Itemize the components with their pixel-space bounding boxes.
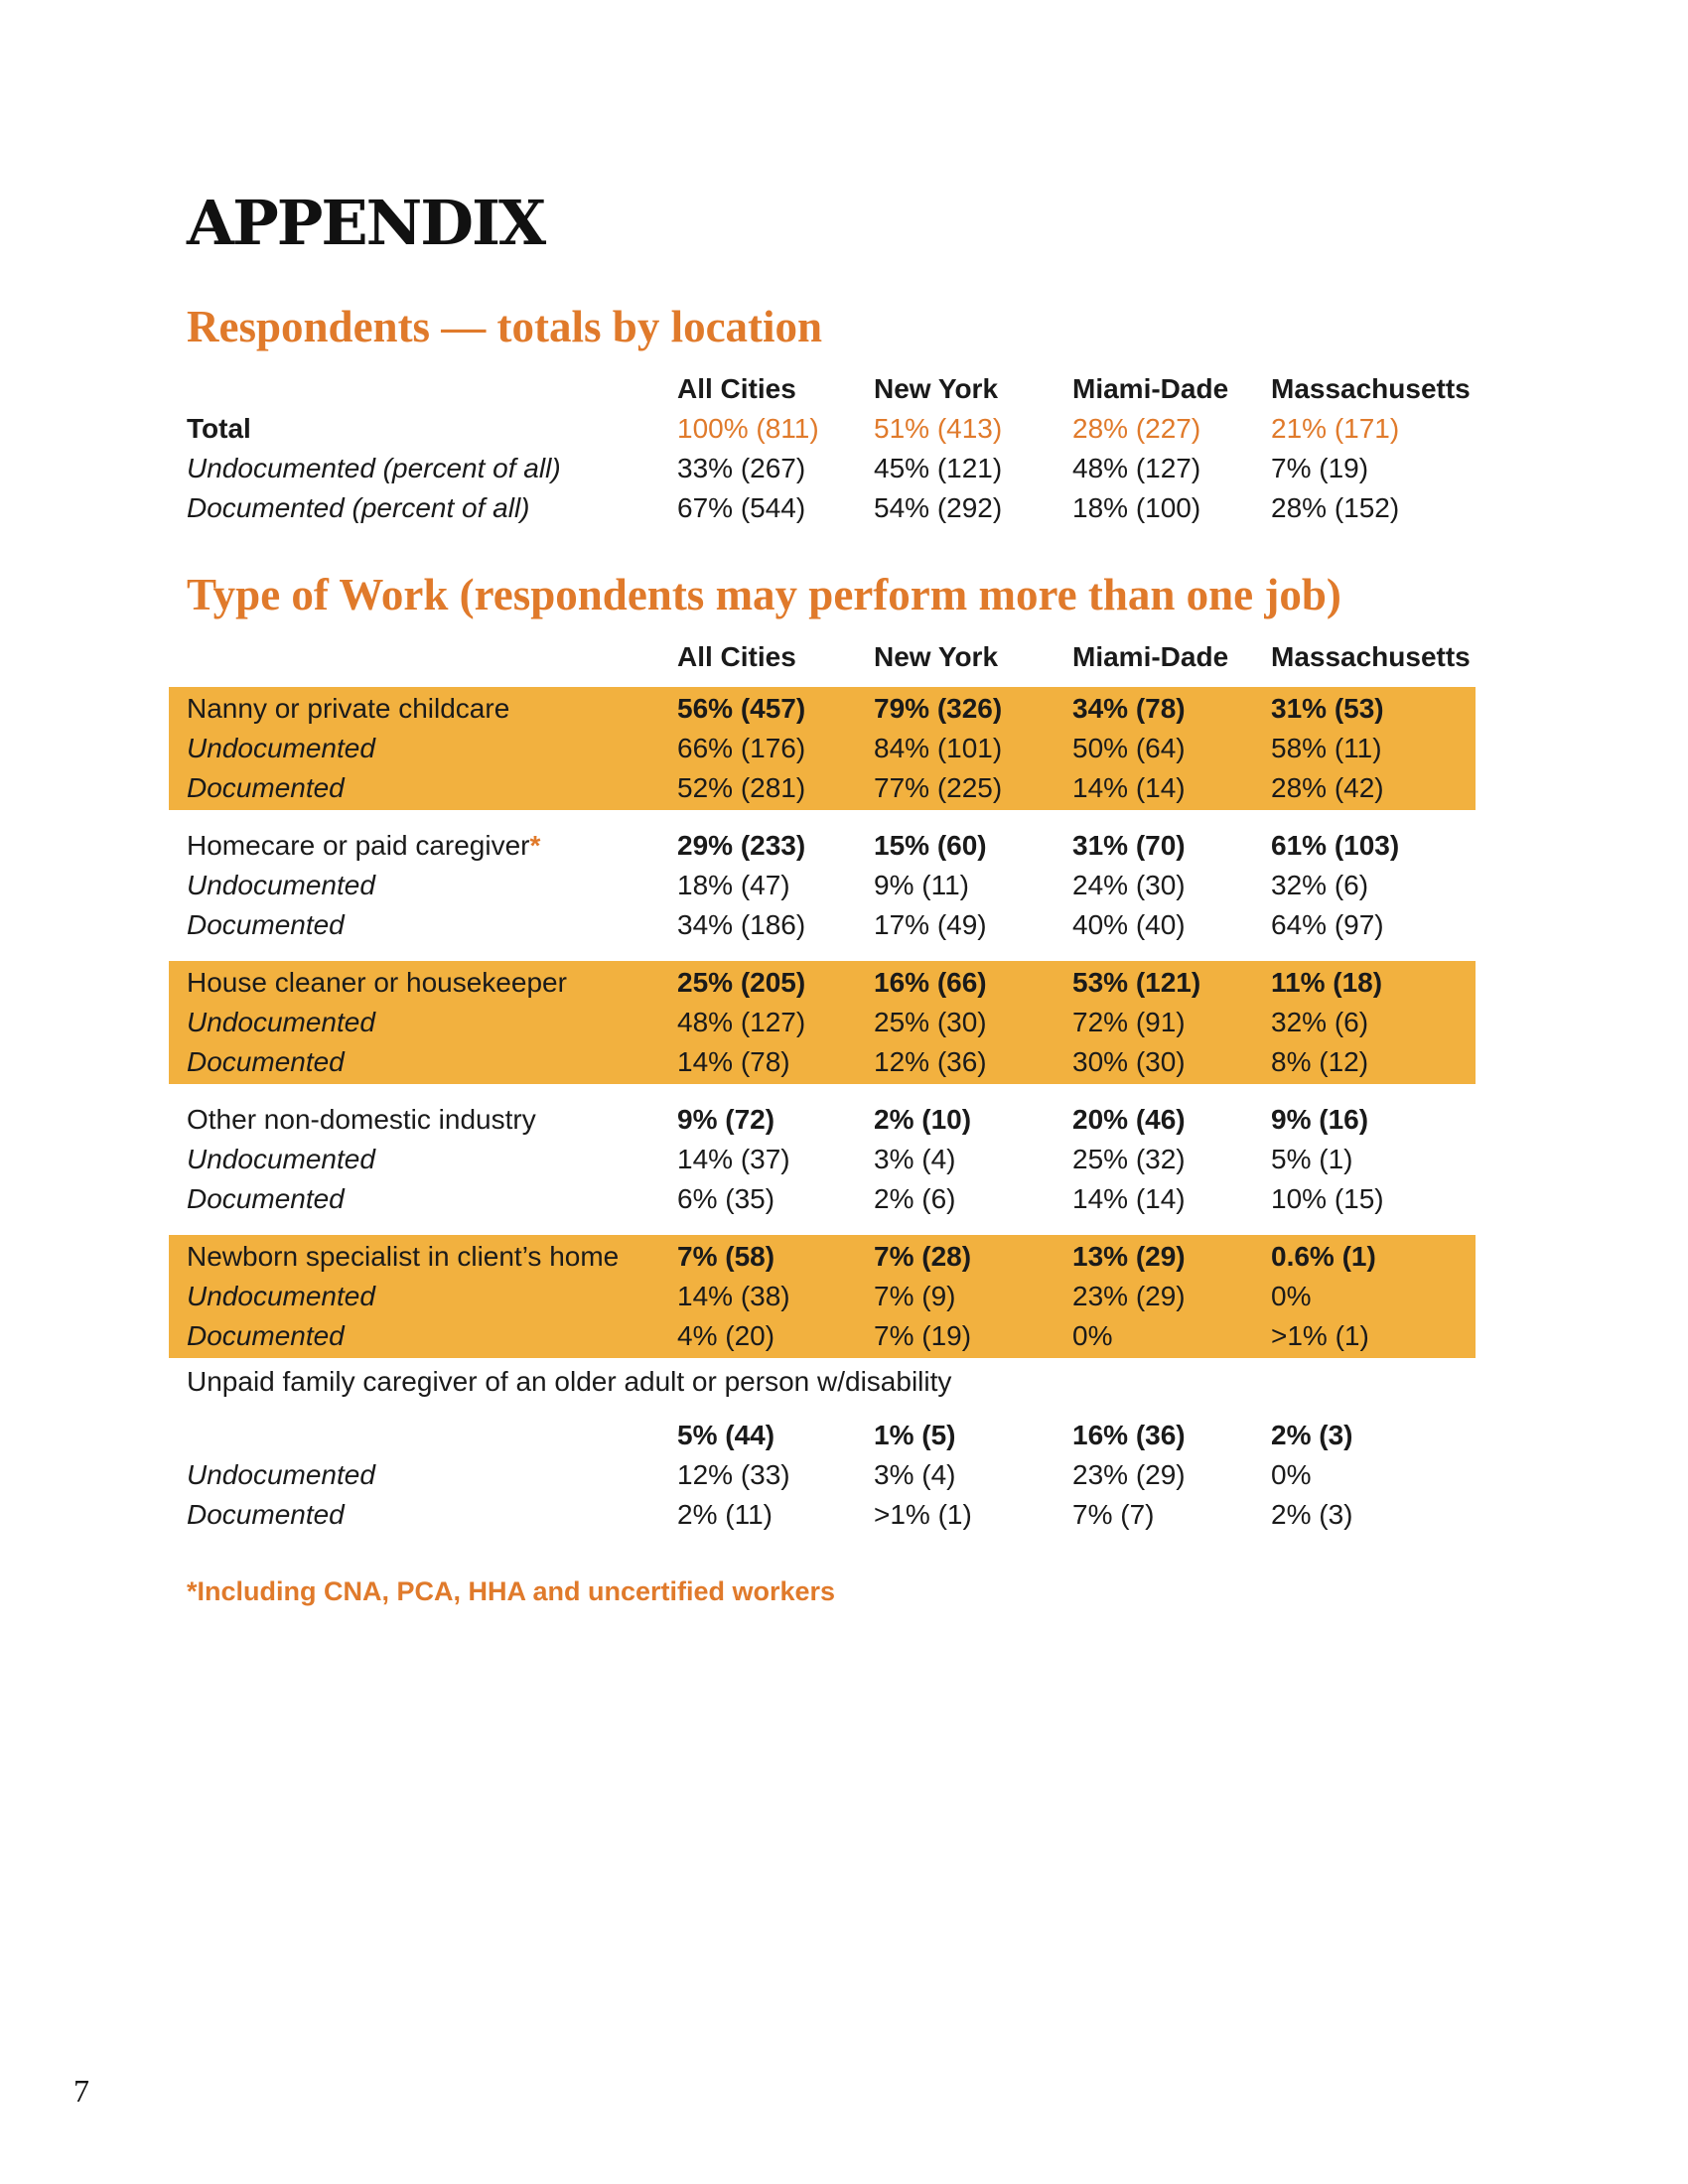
table-cell: 16% (36) <box>1072 1420 1186 1450</box>
table-cell: 2% (3) <box>1271 1499 1353 1530</box>
row-label: Nanny or private childcare <box>187 693 510 724</box>
respondents-undocumented-row <box>169 449 1476 488</box>
table-cell: 58% (11) <box>1271 733 1382 763</box>
column-header: All Cities <box>677 373 796 404</box>
table-cell: 9% (72) <box>677 1104 775 1135</box>
table-cell: 56% (457) <box>677 693 806 724</box>
table-cell: 17% (49) <box>874 909 987 940</box>
work-group-other-non-domestic <box>169 1098 1476 1221</box>
row-label: Newborn specialist in client’s home <box>187 1241 620 1272</box>
table-cell: 7% (7) <box>1072 1499 1155 1530</box>
table-cell: 7% (58) <box>677 1241 775 1272</box>
table-cell: 0% <box>1271 1459 1312 1490</box>
row-label: Undocumented <box>187 733 375 763</box>
table-cell: 84% (101) <box>874 733 1003 763</box>
table-cell: 0% <box>1072 1320 1113 1351</box>
work-group-homecare <box>169 824 1476 947</box>
table-cell: 23% (29) <box>1072 1459 1186 1490</box>
respondents-documented-row <box>169 488 1476 528</box>
table-cell: 3% (4) <box>874 1144 956 1174</box>
table-cell: 28% (42) <box>1271 772 1384 803</box>
table-cell: 10% (15) <box>1271 1183 1384 1214</box>
work-header <box>169 637 1476 677</box>
type-of-work-heading: Type of Work (respondents may perform more than one job) <box>187 570 1341 619</box>
row-label: Documented (percent of all) <box>187 492 530 523</box>
table-cell: 31% (70) <box>1072 830 1186 861</box>
work-group-newborn-specialist <box>169 1235 1476 1358</box>
table-cell: 45% (121) <box>874 453 1003 483</box>
table-cell: 7% (9) <box>874 1281 956 1311</box>
table-cell: 20% (46) <box>1072 1104 1186 1135</box>
table-cell: 66% (176) <box>677 733 806 763</box>
table-cell: 5% (44) <box>677 1420 775 1450</box>
table-cell: 2% (10) <box>874 1104 972 1135</box>
table-cell: 7% (19) <box>874 1320 972 1351</box>
table-cell: 48% (127) <box>1072 453 1201 483</box>
table-cell: 64% (97) <box>1271 909 1384 940</box>
row-label: Documented <box>187 772 345 803</box>
row-label: Undocumented <box>187 870 375 900</box>
table-cell: 7% (28) <box>874 1241 972 1272</box>
column-header: New York <box>874 373 999 404</box>
table-cell: 72% (91) <box>1072 1007 1186 1037</box>
table-cell: 34% (78) <box>1072 693 1186 724</box>
respondents-heading: Respondents — totals by location <box>187 302 823 351</box>
table-cell: 18% (100) <box>1072 492 1201 523</box>
table-cell: 48% (127) <box>677 1007 806 1037</box>
table-cell: 2% (11) <box>677 1499 773 1530</box>
work-group-nanny <box>169 687 1476 810</box>
table-cell: 61% (103) <box>1271 830 1400 861</box>
table-cell: 31% (53) <box>1271 693 1384 724</box>
table-cell: 13% (29) <box>1072 1241 1186 1272</box>
table-cell: 14% (14) <box>1072 772 1186 803</box>
table-cell: 32% (6) <box>1271 870 1369 900</box>
table-cell: 14% (14) <box>1072 1183 1186 1214</box>
table-cell: 29% (233) <box>677 830 806 861</box>
table-cell: 53% (121) <box>1072 967 1201 998</box>
table-cell: 12% (33) <box>677 1459 790 1490</box>
row-label: Documented <box>187 909 345 940</box>
row-label: Undocumented <box>187 1281 375 1311</box>
row-label: Homecare or paid caregiver* <box>187 830 541 861</box>
footnote: *Including CNA, PCA, HHA and uncertified workers <box>187 1576 836 1606</box>
respondents-header-row <box>169 369 1476 409</box>
table-cell: 50% (64) <box>1072 733 1186 763</box>
table-cell: 79% (326) <box>874 693 1003 724</box>
column-header: New York <box>874 641 999 672</box>
table-cell: 100% (811) <box>677 413 819 444</box>
table-cell: 2% (3) <box>1271 1420 1353 1450</box>
row-label: Undocumented <box>187 1144 375 1174</box>
table-cell: 1% (5) <box>874 1420 956 1450</box>
column-header: Massachusetts <box>1271 641 1471 672</box>
table-cell: >1% (1) <box>874 1499 972 1530</box>
row-label: Unpaid family caregiver of an older adult or person w/disability <box>187 1366 952 1397</box>
table-cell: 7% (19) <box>1271 453 1369 483</box>
table-cell: 52% (281) <box>677 772 806 803</box>
table-cell: 0% <box>1271 1281 1312 1311</box>
table-cell: 14% (78) <box>677 1046 790 1077</box>
table-cell: 15% (60) <box>874 830 987 861</box>
table-cell: 0.6% (1) <box>1271 1241 1376 1272</box>
table-cell: 28% (152) <box>1271 492 1400 523</box>
work-group-unpaid-caregiver <box>169 1362 1476 1535</box>
table-cell: 23% (29) <box>1072 1281 1186 1311</box>
table-cell: 30% (30) <box>1072 1046 1186 1077</box>
row-label: Other non-domestic industry <box>187 1104 536 1135</box>
table-cell: 9% (11) <box>874 870 969 900</box>
table-cell: 2% (6) <box>874 1183 956 1214</box>
table-cell: 14% (38) <box>677 1281 790 1311</box>
column-header: Miami-Dade <box>1072 641 1229 672</box>
page-title: APPENDIX <box>187 187 545 259</box>
table-cell: 67% (544) <box>677 492 806 523</box>
type-of-work-table <box>169 687 1476 1372</box>
row-label: House cleaner or housekeeper <box>187 967 567 998</box>
row-label: Documented <box>187 1320 345 1351</box>
table-cell: 12% (36) <box>874 1046 987 1077</box>
table-cell: 14% (37) <box>677 1144 790 1174</box>
table-cell: 28% (227) <box>1072 413 1201 444</box>
table-cell: 32% (6) <box>1271 1007 1369 1037</box>
page-number: 7 <box>73 2073 89 2109</box>
table-cell: 5% (1) <box>1271 1144 1353 1174</box>
row-label: Documented <box>187 1183 345 1214</box>
row-label: Undocumented (percent of all) <box>187 453 561 483</box>
table-cell: 18% (47) <box>677 870 790 900</box>
column-header: Massachusetts <box>1271 373 1471 404</box>
table-cell: 51% (413) <box>874 413 1003 444</box>
table-cell: 24% (30) <box>1072 870 1186 900</box>
table-cell: 33% (267) <box>677 453 806 483</box>
column-header: All Cities <box>677 641 796 672</box>
table-cell: 3% (4) <box>874 1459 956 1490</box>
table-cell: 11% (18) <box>1271 967 1383 998</box>
column-header: Miami-Dade <box>1072 373 1229 404</box>
row-label: Undocumented <box>187 1007 375 1037</box>
table-cell: 8% (12) <box>1271 1046 1369 1077</box>
asterisk: * <box>529 830 541 861</box>
table-cell: >1% (1) <box>1271 1320 1369 1351</box>
table-cell: 9% (16) <box>1271 1104 1369 1135</box>
table-cell: 34% (186) <box>677 909 806 940</box>
table-cell: 25% (30) <box>874 1007 987 1037</box>
respondents-table <box>169 369 1476 528</box>
table-cell: 40% (40) <box>1072 909 1186 940</box>
table-cell: 25% (205) <box>677 967 806 998</box>
row-label: Documented <box>187 1499 345 1530</box>
table-cell: 16% (66) <box>874 967 987 998</box>
row-label: Documented <box>187 1046 345 1077</box>
table-cell: 77% (225) <box>874 772 1003 803</box>
table-cell: 6% (35) <box>677 1183 775 1214</box>
table-cell: 54% (292) <box>874 492 1003 523</box>
respondents-total-row <box>169 409 1476 449</box>
row-label: Undocumented <box>187 1459 375 1490</box>
work-header-row <box>169 637 1476 677</box>
table-cell: 25% (32) <box>1072 1144 1186 1174</box>
table-cell: 4% (20) <box>677 1320 775 1351</box>
work-group-house-cleaner <box>169 961 1476 1084</box>
row-label: Total <box>187 413 251 444</box>
table-cell: 21% (171) <box>1271 413 1400 444</box>
